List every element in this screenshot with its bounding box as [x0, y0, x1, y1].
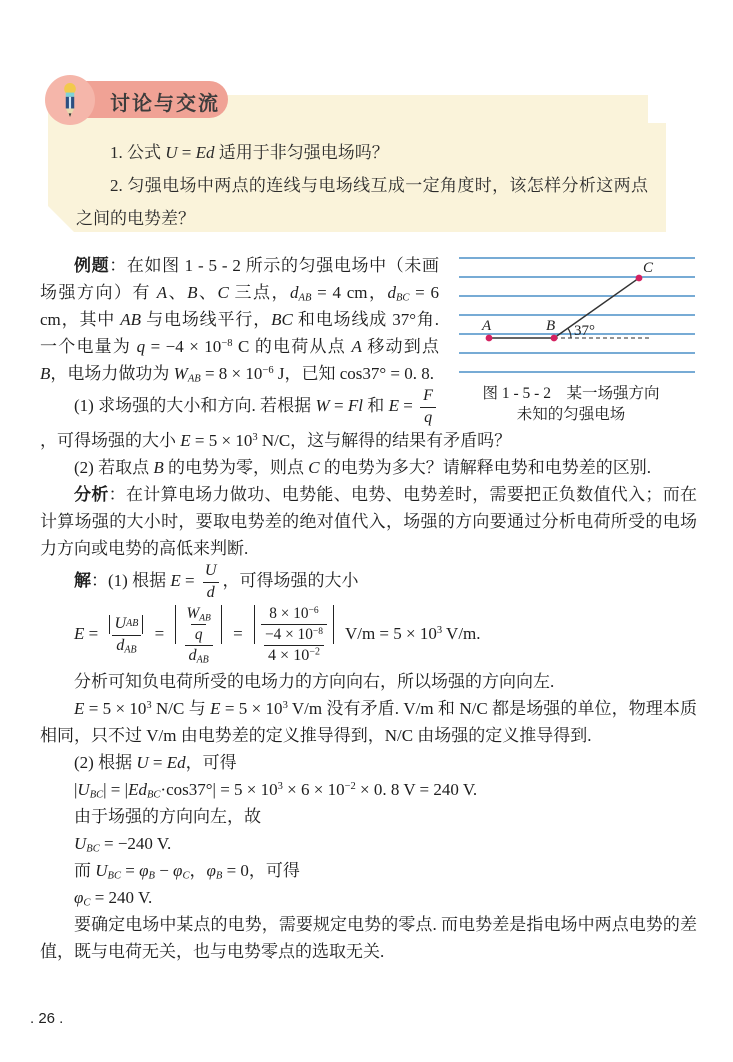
ubc-value: $U_{BC} = -240$ V.: [74, 834, 172, 855]
solution-intro: 解：(1) 根据 E = $\frac{U}{d}$ ，可得场强的大小: [74, 562, 359, 601]
page-number: . 26 .: [30, 1010, 64, 1027]
field-strength-equation: E = U AB $d_{AB}$ = $\frac{\frac{W_{AB}}{q}}{d_{AB}}$ = $\frac{\frac{8 \times 10^{-6}}{-4 \times 10^{-8}}}{4 \times 10^{-2}}$ $V/m = 5 \times 10^3$ V/m.: [74, 605, 481, 666]
closing-paragraph: 要确定电场中某点的电势，需要规定电势的零点. 而电势差是指电场中两点电势的差值，既与电荷无关，也与电势零点的选取无关.: [40, 915, 697, 962]
field-lines: [459, 258, 695, 372]
segment-bc: [554, 278, 639, 338]
figure-1-5-2: [445, 252, 697, 427]
discussion-box: [48, 78, 666, 232]
figure-caption-line2: 未知的匀强电场: [516, 405, 626, 423]
potential-value: $\varphi_C = 240$ V.: [74, 888, 153, 909]
point-c-label: C: [643, 260, 654, 276]
question-2-paragraph: (2) 若取点 B 的电势为零，则点 C 的电势为多大？请解释电势和电势差的区别.: [74, 458, 652, 478]
pencil-icon: [45, 75, 95, 125]
direction-conclusion: 分析可知负电荷所受的电场力的方向向右，所以场强的方向向左.: [74, 672, 555, 692]
ubc-equation: $|U_{BC}| = |Ed_{BC}\cdot\cos 37^\circ| = 5 \times 10^3 \times 6 \times 10^{-2} \times 0$. 8 V = 240 V.: [74, 780, 478, 801]
point-a-dot: [486, 335, 493, 342]
field-diagram: [457, 252, 697, 380]
point-a-label: A: [482, 318, 492, 334]
solution-2-intro: (2) 根据 U = Ed，可得: [74, 753, 237, 773]
main-content: [40, 252, 697, 965]
potential-relation: 而 $U_{BC} = \varphi_B - \varphi_C$，$\varphi_B = 0$，可得: [74, 861, 300, 882]
figure-caption-line1: 图 1 - 5 - 2 某一场强方向: [482, 385, 660, 402]
units-explanation: $E = 5 \times 10^3$ N/C 与 $E = 5 \times 10^3$ V/m 没有矛盾. V/m 和 N/C 都是场强的单位，物理本质相同，只不过 V/m 由电势差的定义推导得到，N/C 由场强的定义推导得到.: [40, 699, 697, 746]
figure-caption: [445, 384, 697, 425]
angle-label: 37°: [574, 323, 595, 339]
angle-arc: [568, 328, 571, 338]
question-1-paragraph: (1) 求场强的大小和方向. 若根据 W = Fl 和 E = $\frac{F}{q}$ ，可得场强的大小 $E = 5 \times 10^3$ N/C，这与解得的结果有矛盾吗？: [40, 387, 512, 451]
point-c-dot: [636, 275, 643, 282]
discussion-title: 讨论与交流: [110, 93, 220, 115]
discussion-question-2: 2. 匀强电场中两点的连线与电场线互成一定角度时，该怎样分析这两点之间的电势差？: [76, 176, 648, 228]
direction-note: 由于场强的方向向左，故: [74, 807, 261, 827]
point-b-label: B: [546, 318, 556, 334]
discussion-question-1: 1. 公式 U = Ed 适用于非匀强电场吗？: [110, 143, 389, 162]
analysis-paragraph: 分析：在计算电场力做功、电势能、电势、电势差时，需要把正负数值代入；而在计算场强的大小时，要取电势差的绝对值代入，场强的方向要通过分析电荷所受的电场力方向或电势的高低来判断.: [40, 485, 698, 559]
pencil-icon-glyph: [57, 82, 83, 118]
point-b-dot: [551, 335, 558, 342]
discussion-questions: [76, 136, 648, 235]
example-paragraph: 例题：在如图 1 - 5 - 2 所示的匀强电场中（未画场强方向）有 A、B、C 三点，$d_{AB} = 4$ cm，$d_{BC} = 6$ cm，其中 AB 与电场线平行，BC 和电场线成 37°角. 一个电量为 $q = -4 \times 10^{-8}$ C 的电荷从点 A 移动到点 B，电场力做功为 $W_{AB} = 8 \times 10^{-6}$ J，已知 cos37° = 0. 8.: [40, 256, 440, 385]
